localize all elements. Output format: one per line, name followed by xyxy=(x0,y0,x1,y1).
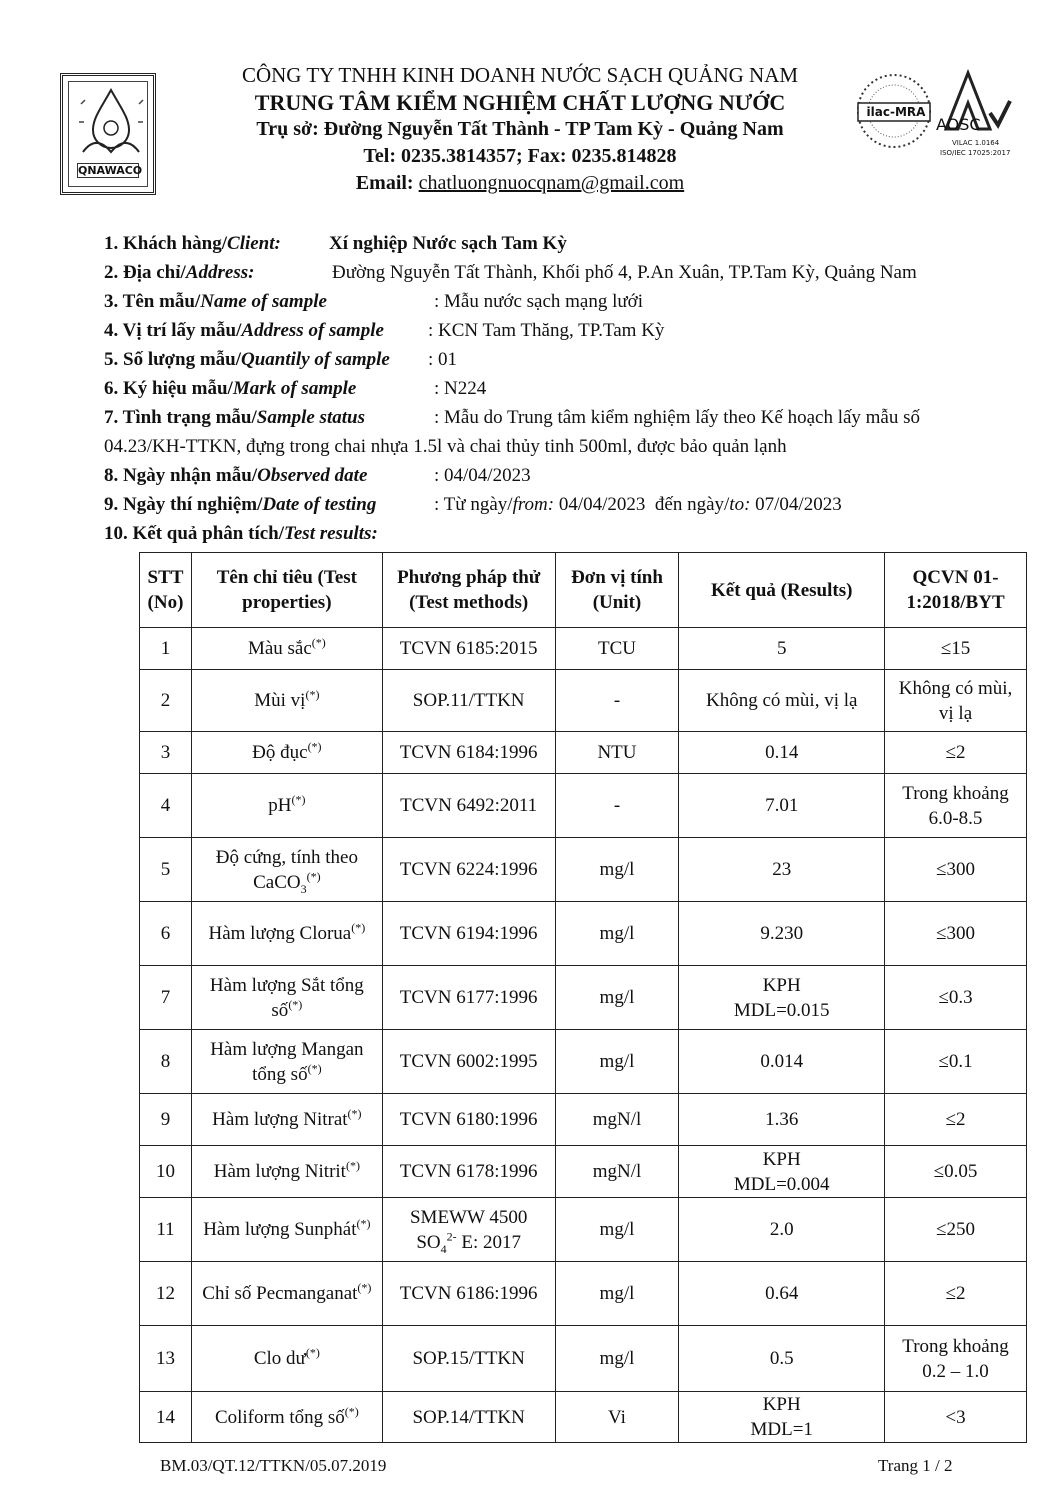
cell-no: 5 xyxy=(140,838,192,902)
cell-limit: ≤300 xyxy=(885,902,1027,966)
cell-limit: ≤0.05 xyxy=(885,1146,1027,1198)
cell-result: KPH MDL=1 xyxy=(679,1392,885,1443)
form-code: BM.03/QT.12/TTKN/05.07.2019 xyxy=(160,1456,387,1475)
col-unit: Đơn vị tính (Unit) xyxy=(555,553,679,628)
letterhead xyxy=(170,62,870,197)
cell-method: TCVN 6178:1996 xyxy=(382,1146,555,1198)
cell-unit: mgN/l xyxy=(555,1094,679,1146)
quantity-line: 5. Số lượng mẫu/Quantily of sample : 01 xyxy=(104,349,458,370)
status-line-2: 04.23/KH-TTKN, đựng trong chai nhựa 1.5l và chai thủy tinh 500ml, được bảo quản lạnh xyxy=(104,436,787,457)
email-link[interactable]: chatluongnuocqnam@gmail.com xyxy=(418,172,685,194)
cell-limit: ≤0.3 xyxy=(885,966,1027,1030)
cell-unit: mg/l xyxy=(555,902,679,966)
cell-name: Hàm lượng Nitrat(*) xyxy=(191,1094,382,1146)
address-line: 2. Địa chỉ/Address: Đường Nguyễn Tất Thành, Khối phố 4, P.An Xuân, TP.Tam Kỳ, Quảng Nam xyxy=(104,262,917,283)
client-value: Xí nghiệp Nước sạch Tam Kỳ xyxy=(329,233,567,254)
sample-location-value: : KCN Tam Thăng, TP.Tam Kỳ xyxy=(428,320,665,341)
cell-name: Coliform tổng số(*) xyxy=(191,1392,382,1443)
cell-limit: ≤2 xyxy=(885,1262,1027,1326)
cell-unit: mg/l xyxy=(555,1198,679,1262)
cell-method: TCVN 6184:1996 xyxy=(382,732,555,774)
cell-name: Hàm lượng Sắt tổng số(*) xyxy=(191,966,382,1030)
cell-unit: mg/l xyxy=(555,838,679,902)
cell-method: TCVN 6194:1996 xyxy=(382,902,555,966)
cell-result: 5 xyxy=(679,628,885,670)
table-row xyxy=(140,1392,1027,1443)
logo-text: QNAWACO xyxy=(78,164,143,177)
cell-method: TCVN 6224:1996 xyxy=(382,838,555,902)
iso-text: ISO/IEC 17025:2017 xyxy=(940,149,1011,157)
cell-limit: Không có mùi, vị lạ xyxy=(885,670,1027,732)
cell-method: SOP.11/TTKN xyxy=(382,670,555,732)
accreditation-marks xyxy=(850,63,1020,173)
office-address: Trụ sở: Đường Nguyễn Tất Thành - TP Tam Kỳ - Quảng Nam xyxy=(256,118,784,140)
cell-unit: NTU xyxy=(555,732,679,774)
cell-unit: TCU xyxy=(555,628,679,670)
received-line: 8. Ngày nhận mẫu/Observed date : 04/04/2023 xyxy=(104,465,531,486)
cell-result: 0.14 xyxy=(679,732,885,774)
cell-limit: ≤250 xyxy=(885,1198,1027,1262)
status-line: 7. Tình trạng mẫu/Sample status : Mẫu do Trung tâm kiểm nghiệm lấy theo Kế hoạch lấy mẫu số xyxy=(104,407,921,428)
cell-unit: Vi xyxy=(555,1392,679,1443)
sample-name-value: : Mẫu nước sạch mạng lưới xyxy=(434,291,644,312)
cell-method: TCVN 6185:2015 xyxy=(382,628,555,670)
cell-result: 0.64 xyxy=(679,1262,885,1326)
cell-no: 3 xyxy=(140,732,192,774)
email-label: Email: xyxy=(355,172,414,194)
table-row xyxy=(140,902,1027,966)
cell-name: pH(*) xyxy=(191,774,382,838)
col-method: Phương pháp thử (Test methods) xyxy=(382,553,555,628)
table-header-row xyxy=(140,553,1027,628)
cell-result: 1.36 xyxy=(679,1094,885,1146)
cell-method: TCVN 6180:1996 xyxy=(382,1094,555,1146)
sample-location-line: 4. Vị trí lấy mẫu/Address of sample : KCN Tam Thăng, TP.Tam Kỳ xyxy=(104,320,665,341)
cell-result: 23 xyxy=(679,838,885,902)
cell-unit: mg/l xyxy=(555,1262,679,1326)
company-name: CÔNG TY TNHH KINH DOANH NƯỚC SẠCH QUẢNG NAM xyxy=(241,63,799,87)
cell-no: 9 xyxy=(140,1094,192,1146)
cell-name: Độ cứng, tính theo CaCO$_3$(*) xyxy=(191,838,382,902)
table-row xyxy=(140,1198,1027,1262)
cell-limit: ≤300 xyxy=(885,838,1027,902)
col-limit: QCVN 01-1:2018/BYT xyxy=(885,553,1027,628)
cell-no: 7 xyxy=(140,966,192,1030)
cell-name: Mùi vị(*) xyxy=(191,670,382,732)
cell-limit: ≤2 xyxy=(885,732,1027,774)
cell-result: 0.5 xyxy=(679,1326,885,1392)
mark-line: 6. Ký hiệu mẫu/Mark of sample : N224 xyxy=(104,378,487,399)
cell-method: SOP.15/TTKN xyxy=(382,1326,555,1392)
cell-no: 10 xyxy=(140,1146,192,1198)
cell-result: 7.01 xyxy=(679,774,885,838)
cell-method: TCVN 6002:1995 xyxy=(382,1030,555,1094)
sample-name-line: 3. Tên mẫu/Name of sample : Mẫu nước sạch mạng lưới xyxy=(104,291,644,312)
table-row xyxy=(140,670,1027,732)
cell-unit: mgN/l xyxy=(555,1146,679,1198)
cell-unit: - xyxy=(555,774,679,838)
table-row xyxy=(140,1326,1027,1392)
cell-limit: Trong khoảng 6.0-8.5 xyxy=(885,774,1027,838)
cell-no: 12 xyxy=(140,1262,192,1326)
cell-no: 6 xyxy=(140,902,192,966)
cell-unit: - xyxy=(555,670,679,732)
table-row xyxy=(140,732,1027,774)
table-row xyxy=(140,1030,1027,1094)
water-drop-logo-icon xyxy=(69,82,153,166)
cell-method: TCVN 6177:1996 xyxy=(382,966,555,1030)
table-row xyxy=(140,966,1027,1030)
quantity-value: : 01 xyxy=(428,349,458,370)
table-row xyxy=(140,1262,1027,1326)
company-logo xyxy=(60,73,156,195)
cell-limit: ≤15 xyxy=(885,628,1027,670)
cell-result: 2.0 xyxy=(679,1198,885,1262)
table-row xyxy=(140,774,1027,838)
cell-result: 0.014 xyxy=(679,1030,885,1094)
received-value: : 04/04/2023 xyxy=(434,465,531,486)
results-heading: 10. Kết quả phân tích/Test results: xyxy=(104,523,378,544)
testing-date-value: : Từ ngày/from: 04/04/2023 đến ngày/to: 07/04/2023 xyxy=(434,494,842,515)
cell-method: TCVN 6186:1996 xyxy=(382,1262,555,1326)
ilac-text: ilac-MRA xyxy=(866,105,926,119)
cell-no: 1 xyxy=(140,628,192,670)
email-line xyxy=(170,170,870,197)
cell-name: Hàm lượng Mangan tổng số(*) xyxy=(191,1030,382,1094)
cell-no: 2 xyxy=(140,670,192,732)
cell-no: 8 xyxy=(140,1030,192,1094)
col-result: Kết quả (Results) xyxy=(679,553,885,628)
cell-method: SMEWW 4500 $SO_4^{2-}$ E: 2017 xyxy=(382,1198,555,1262)
cell-name: Độ đục(*) xyxy=(191,732,382,774)
col-name: Tên chỉ tiêu (Test properties) xyxy=(191,553,382,628)
address-value: Đường Nguyễn Tất Thành, Khối phố 4, P.An Xuân, TP.Tam Kỳ, Quảng Nam xyxy=(332,262,917,283)
cell-name: Clo dư(*) xyxy=(191,1326,382,1392)
cell-result: KPH MDL=0.004 xyxy=(679,1146,885,1198)
cell-result: Không có mùi, vị lạ xyxy=(679,670,885,732)
cell-result: 9.230 xyxy=(679,902,885,966)
cell-name: Màu sắc(*) xyxy=(191,628,382,670)
phone-fax: Tel: 0235.3814357; Fax: 0235.814828 xyxy=(363,145,677,167)
cell-limit: Trong khoảng 0.2 – 1.0 xyxy=(885,1326,1027,1392)
aosc-text: AOSC xyxy=(936,115,981,134)
cell-limit: <3 xyxy=(885,1392,1027,1443)
cell-unit: mg/l xyxy=(555,966,679,1030)
cell-method: SOP.14/TTKN xyxy=(382,1392,555,1443)
client-line: 1. Khách hàng/Client: Xí nghiệp Nước sạch Tam Kỳ xyxy=(104,233,567,254)
cell-limit: ≤2 xyxy=(885,1094,1027,1146)
cell-name: Hàm lượng Nitrit(*) xyxy=(191,1146,382,1198)
testing-date-line: 9. Ngày thí nghiệm/Date of testing : Từ ngày/from: 04/04/2023 đến ngày/to: 07/04/2023 xyxy=(104,494,842,515)
cell-name: Hàm lượng Sunphát(*) xyxy=(191,1198,382,1262)
cell-unit: mg/l xyxy=(555,1326,679,1392)
table-row xyxy=(140,1094,1027,1146)
table-row xyxy=(140,838,1027,902)
status-value: : Mẫu do Trung tâm kiểm nghiệm lấy theo Kế hoạch lấy mẫu số xyxy=(434,407,921,428)
col-no: STT (No) xyxy=(140,553,192,628)
cell-result: KPH MDL=0.015 xyxy=(679,966,885,1030)
table-row xyxy=(140,1146,1027,1198)
cell-no: 14 xyxy=(140,1392,192,1443)
cell-unit: mg/l xyxy=(555,1030,679,1094)
cell-no: 11 xyxy=(140,1198,192,1262)
center-name: TRUNG TÂM KIỂM NGHIỆM CHẤT LƯỢNG NƯỚC xyxy=(254,90,786,115)
cell-name: Chỉ số Pecmanganat(*) xyxy=(191,1262,382,1326)
table-row xyxy=(140,628,1027,670)
cell-method: TCVN 6492:2011 xyxy=(382,774,555,838)
cell-no: 13 xyxy=(140,1326,192,1392)
test-results-table xyxy=(139,552,1027,1443)
cell-name: Hàm lượng Clorua(*) xyxy=(191,902,382,966)
cell-limit: ≤0.1 xyxy=(885,1030,1027,1094)
vilac-text: VILAC 1.0164 xyxy=(952,139,1000,147)
page-number: Trang 1 / 2 xyxy=(878,1456,953,1475)
mark-value: : N224 xyxy=(434,378,487,399)
cell-no: 4 xyxy=(140,774,192,838)
